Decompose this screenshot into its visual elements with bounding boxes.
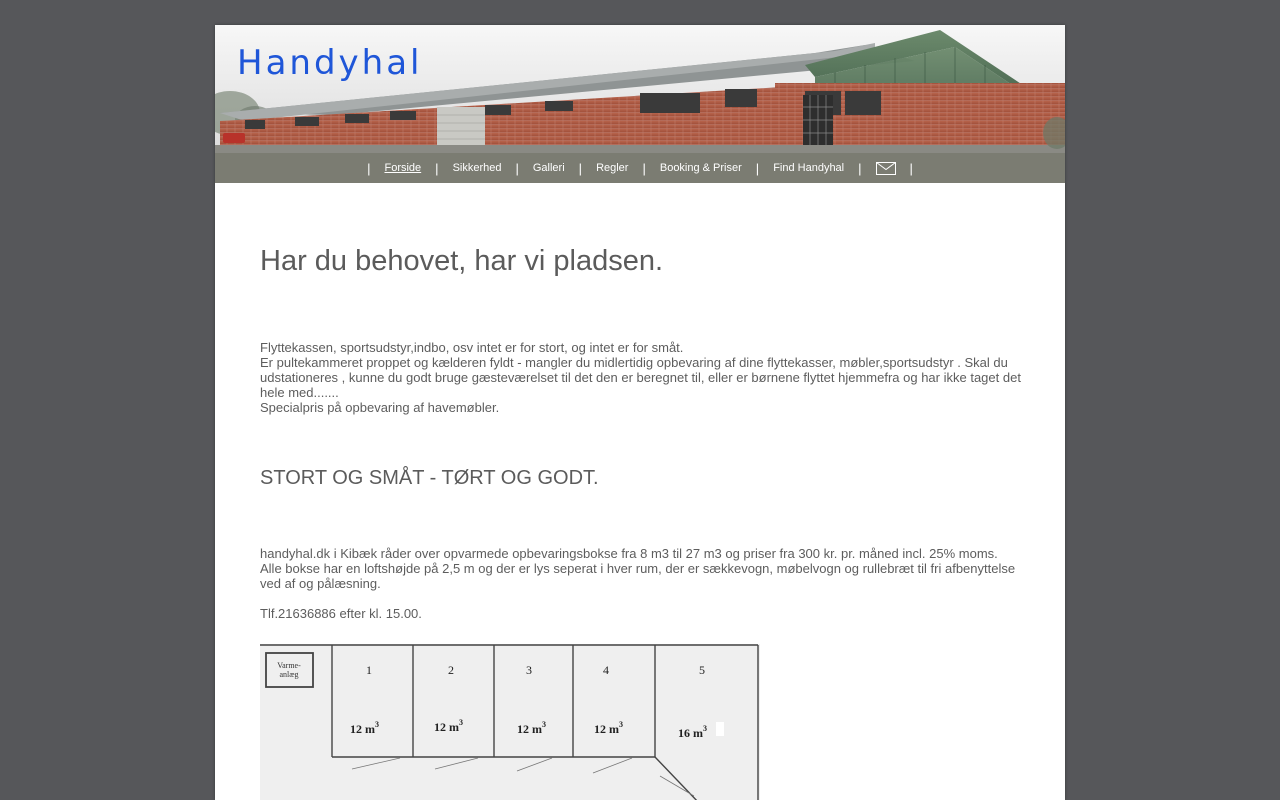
- box-size-exponent: 3: [542, 720, 546, 729]
- floor-plan-image: [260, 644, 760, 800]
- page-title: Har du behovet, har vi pladsen.: [260, 245, 664, 277]
- box-number: 2: [448, 663, 454, 677]
- heating-label: Varme-: [277, 661, 301, 670]
- box-number: 1: [366, 663, 372, 677]
- box-size: 16 m: [678, 726, 703, 740]
- svg-text:12 m3: [434, 718, 463, 734]
- nav-item-forside[interactable]: Forside: [384, 162, 422, 174]
- svg-text:16 m3: [678, 724, 707, 740]
- info-line: Alle bokse har en loftshøjde på 2,5 m og der er lys seperat i hver rum, der er sækkevogn, møbelvogn og rullebræt til fri afbenyttelse ved af og pålæsning.: [260, 561, 1016, 591]
- info-text: [260, 546, 1030, 591]
- main-content: [260, 183, 1030, 800]
- box-number: 4: [603, 663, 609, 677]
- intro-line: Specialpris på opbevaring af havemøbler.: [260, 400, 500, 415]
- nav-item-galleri[interactable]: Galleri: [532, 162, 565, 174]
- box-size-exponent: 3: [703, 724, 707, 733]
- info-line: handyhal.dk i Kibæk råder over opvarmede opbevaringsbokse fra 8 m3 til 27 m3 og priser fra 300 kr. pr. måned incl. 25% moms.: [260, 546, 998, 561]
- intro-line: Flyttekassen, sportsudstyr,indbo, osv intet er for stort, og intet er for småt.: [260, 340, 684, 355]
- svg-text:12 m3: [517, 720, 546, 736]
- nav-separator: |: [435, 160, 439, 176]
- box-size: 12 m: [434, 720, 459, 734]
- box-number: 5: [699, 663, 705, 677]
- box-size: 12 m: [594, 722, 619, 736]
- site-logo[interactable]: Handyhal: [237, 43, 423, 83]
- nav-separator: |: [755, 160, 760, 176]
- main-nav: [215, 153, 1065, 183]
- header-banner: [215, 25, 1065, 153]
- nav-separator: |: [578, 160, 583, 176]
- nav-item-find-handyhal[interactable]: Find Handyhal: [773, 162, 845, 174]
- phone-info: Tlf.21636886 efter kl. 15.00.: [260, 606, 422, 621]
- box-size-exponent: 3: [459, 718, 463, 727]
- box-size-exponent: 3: [619, 720, 623, 729]
- nav-separator: |: [367, 160, 371, 176]
- box-size: 12 m: [517, 722, 542, 736]
- section-heading: STORT OG SMÅT - TØRT OG GODT.: [260, 467, 599, 489]
- envelope-icon[interactable]: [876, 162, 896, 175]
- nav-item-booking-priser[interactable]: Booking & Priser: [659, 162, 742, 174]
- nav-item-sikkerhed[interactable]: Sikkerhed: [452, 162, 502, 174]
- nav-separator: |: [642, 160, 646, 176]
- intro-text: [260, 340, 1030, 415]
- svg-text:12 m3: [594, 720, 623, 736]
- svg-text:12 m3: [350, 720, 379, 736]
- page-container: [215, 25, 1065, 800]
- nav-item-regler[interactable]: Regler: [596, 162, 629, 174]
- nav-separator: |: [909, 160, 913, 176]
- intro-line: Er pultekammeret proppet og kælderen fyldt - mangler du midlertidig opbevaring af dine flyttekasser, møbler,sportsudstyr . Skal du udstationeres , kunne du godt bruge gæsteværelset til det den er beregnet til, eller er børnene flyttet hjemmefra og har ikke taget det hele med.......: [260, 355, 1021, 400]
- nav-separator: |: [515, 160, 519, 176]
- heating-label: anlæg: [279, 670, 299, 679]
- box-number: 3: [526, 663, 532, 677]
- nav-separator: |: [858, 160, 862, 176]
- box-size-exponent: 3: [375, 720, 379, 729]
- box-size: 12 m: [350, 722, 375, 736]
